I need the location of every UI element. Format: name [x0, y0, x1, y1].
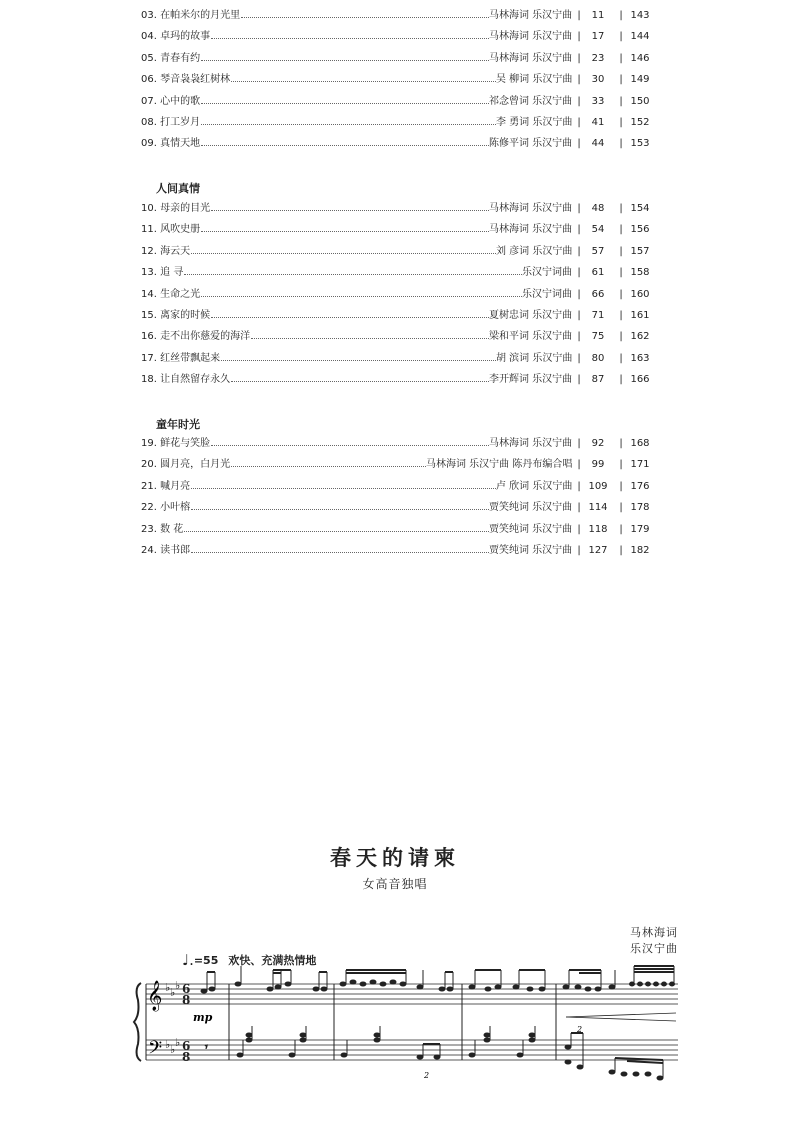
toc-separator: | — [577, 245, 581, 257]
toc-separator: | — [577, 502, 581, 514]
toc-entry-page: 30 — [591, 74, 605, 86]
song-title: 春天的请柬 — [330, 845, 460, 870]
toc-entry-ref-page: 168 — [630, 438, 650, 449]
toc-entry-ref-page: 166 — [630, 374, 650, 386]
toc-dot-leader — [211, 316, 489, 318]
toc-entry-ref-page: 146 — [630, 52, 650, 64]
toc-entry-credit: 乐汉宁词曲 — [522, 264, 572, 282]
bass-staff — [146, 1040, 678, 1060]
composer-credit: 乐汉宁曲 — [630, 942, 678, 955]
toc-separator: | — [619, 203, 623, 214]
toc-dot-leader — [231, 465, 426, 467]
crescendo-hairpin-icon — [566, 1013, 676, 1021]
toc-dot-leader — [221, 359, 496, 361]
toc-entry-title: 14. 生命之光 — [141, 286, 201, 304]
toc-dot-leader — [201, 295, 522, 297]
toc-entry-page: 44 — [591, 138, 605, 150]
key-signature-flats-icon — [165, 979, 180, 1056]
toc-separator: | — [577, 117, 581, 128]
toc-entry-ref-page: 157 — [630, 245, 650, 257]
toc-entry-title: 11. 风吹史册 — [141, 221, 201, 239]
toc-entry-credit: 胡 滨词 乐汉宁曲 — [496, 350, 572, 368]
bass-clef-icon: 𝄢 — [148, 1038, 163, 1063]
toc-entry-page: 66 — [591, 288, 605, 300]
section-heading-human: 人间真情 — [156, 182, 200, 195]
toc-dot-leader — [201, 230, 489, 232]
toc-separator: | — [577, 138, 581, 150]
svg-text:♭: ♭ — [175, 979, 181, 992]
toc-entry-ref-page: 160 — [630, 288, 650, 300]
toc-dot-leader — [184, 273, 522, 275]
svg-text:8: 8 — [182, 993, 191, 1007]
toc-entry-credit: 夏树忠词 乐汉宁曲 — [489, 307, 572, 325]
svg-text:♭: ♭ — [170, 986, 176, 999]
toc-entry-page: 33 — [591, 95, 605, 107]
toc-separator: | — [619, 523, 623, 535]
toc-entry-page: 71 — [591, 310, 605, 321]
toc-entry-credit: 吴 柳词 乐汉宁曲 — [496, 71, 572, 89]
expression-text: 欢快、充满热情地 — [228, 954, 317, 967]
toc-separator: | — [577, 74, 581, 86]
toc-entry-page: 57 — [591, 245, 605, 257]
toc-entry-ref-page: 163 — [630, 352, 650, 364]
toc-dot-leader — [211, 37, 489, 39]
toc-separator: | — [619, 438, 623, 449]
rest-icon: 𝄾 — [205, 1042, 208, 1053]
toc-separator: | — [619, 310, 623, 321]
treble-clef-icon: 𝄞 — [147, 981, 163, 1011]
toc-entry-credit: 贾笑纯词 乐汉宁曲 — [489, 499, 572, 517]
toc-separator: | — [577, 480, 581, 492]
toc-entry-title: 18. 让自然留存永久 — [141, 371, 231, 389]
toc-separator: | — [619, 74, 623, 86]
toc-entry-page: 61 — [591, 267, 605, 279]
toc-entry-page: 99 — [591, 459, 605, 471]
toc-separator: | — [619, 480, 623, 492]
toc-entry-page: 41 — [591, 117, 605, 128]
toc-separator: | — [619, 245, 623, 257]
toc-entry-credit: 贾笑纯词 乐汉宁曲 — [489, 542, 572, 560]
toc-entry-page: 75 — [591, 331, 605, 343]
toc-entry-page: 11 — [591, 10, 605, 21]
toc-separator: | — [577, 52, 581, 64]
toc-separator: | — [619, 288, 623, 300]
toc-entry-credit: 乐汉宁词曲 — [522, 286, 572, 304]
toc-separator: | — [577, 459, 581, 471]
song-subtitle: 女高音独唱 — [362, 877, 428, 891]
toc-entry-page: 109 — [588, 480, 608, 492]
toc-separator: | — [619, 374, 623, 386]
toc-entry-title: 08. 打工岁月 — [141, 114, 201, 132]
toc-entry-title: 19. 鲜花与笑脸 — [141, 435, 211, 453]
bass-notes — [205, 1026, 663, 1080]
toc-entry-ref-page: 154 — [630, 203, 650, 214]
toc-entry-page: 54 — [591, 224, 605, 236]
toc-separator: | — [577, 288, 581, 300]
toc-entry-credit: 马林海词 乐汉宁曲 — [489, 50, 572, 68]
toc-dot-leader — [191, 487, 496, 489]
toc-entry-ref-page: 182 — [630, 545, 650, 556]
toc-dot-leader — [191, 508, 489, 510]
toc-entry-title: 04. 卓玛的故事 — [141, 28, 211, 46]
toc-entry-page: 23 — [591, 52, 605, 64]
toc-entry-ref-page: 152 — [630, 117, 650, 128]
toc-separator: | — [619, 138, 623, 150]
toc-separator: | — [577, 331, 581, 343]
toc-entry-title: 05. 青春有约 — [141, 50, 201, 68]
toc-entry-page: 127 — [588, 545, 608, 556]
toc-entry-page: 114 — [588, 502, 608, 514]
toc-entry-credit: 马林海词 乐汉宁曲 陈丹布编合唱 — [426, 456, 572, 474]
toc-separator: | — [577, 31, 581, 43]
toc-entry-title: 03. 在帕米尔的月光里 — [141, 7, 241, 25]
toc-separator: | — [577, 438, 581, 449]
toc-entry-page: 48 — [591, 203, 605, 214]
toc-dot-leader — [201, 102, 489, 104]
toc-entry-page: 87 — [591, 374, 605, 386]
toc-entry-title: 23. 数 花 — [141, 521, 184, 539]
dynamic-mp: mp — [193, 1011, 213, 1024]
toc-entry-credit: 陈修平词 乐汉宁曲 — [489, 135, 572, 153]
svg-text:♭: ♭ — [165, 1038, 171, 1051]
time-signature-icon — [182, 982, 190, 1064]
toc-separator: | — [577, 10, 581, 21]
svg-text:♭: ♭ — [175, 1036, 181, 1049]
toc-dot-leader — [201, 123, 496, 125]
toc-dot-leader — [231, 80, 496, 82]
toc-dot-leader — [191, 551, 489, 553]
svg-text:8: 8 — [182, 1050, 191, 1064]
toc-entry-credit: 马林海词 乐汉宁曲 — [489, 7, 572, 25]
toc-separator: | — [619, 267, 623, 279]
toc-separator: | — [577, 545, 581, 556]
toc-entry-credit: 李开辉词 乐汉宁曲 — [489, 371, 572, 389]
toc-separator: | — [619, 331, 623, 343]
toc-separator: | — [619, 545, 623, 556]
toc-entry-page: 17 — [591, 31, 605, 43]
toc-separator: | — [577, 523, 581, 535]
toc-separator: | — [619, 352, 623, 364]
toc-separator: | — [577, 352, 581, 364]
lyricist-credit: 马林海词 — [630, 926, 678, 939]
section-heading-childhood: 童年时光 — [156, 418, 200, 431]
toc-entry-credit: 卢 欣词 乐汉宁曲 — [496, 478, 572, 496]
toc-entry-title: 21. 喊月亮 — [141, 478, 191, 496]
toc-entry-ref-page: 156 — [630, 224, 650, 236]
toc-separator: | — [619, 117, 623, 128]
toc-entry-credit: 李 勇词 乐汉宁曲 — [496, 114, 572, 132]
toc-entry-title: 17. 红丝带飘起来 — [141, 350, 221, 368]
toc-entry-title: 07. 心中的歌 — [141, 93, 201, 111]
toc-entry-ref-page: 143 — [630, 10, 650, 21]
toc-entry-credit: 祁念曾词 乐汉宁曲 — [489, 93, 572, 111]
toc-entry-ref-page: 158 — [630, 267, 650, 279]
toc-dot-leader — [184, 530, 489, 532]
toc-separator: | — [577, 95, 581, 107]
toc-entry-title: 22. 小叶榕 — [141, 499, 191, 517]
toc-entry-ref-page: 178 — [630, 502, 650, 514]
toc-separator: | — [577, 203, 581, 214]
toc-dot-leader — [201, 59, 489, 61]
toc-dot-leader — [241, 16, 489, 18]
toc-separator: | — [577, 374, 581, 386]
toc-separator: | — [619, 52, 623, 64]
toc-entry-ref-page: 176 — [630, 480, 650, 492]
toc-entry-ref-page: 161 — [630, 310, 650, 321]
toc-dot-leader — [231, 380, 489, 382]
toc-separator: | — [619, 459, 623, 471]
toc-dot-leader — [251, 337, 489, 339]
toc-separator: | — [619, 95, 623, 107]
toc-entry-title: 12. 海云天 — [141, 243, 191, 261]
toc-entry-credit: 梁和平词 乐汉宁曲 — [489, 328, 572, 346]
brace-icon — [134, 983, 141, 1061]
svg-text:♭: ♭ — [165, 981, 171, 994]
dotted-quarter-note-icon: ♩. — [182, 951, 194, 969]
toc-entry-ref-page: 149 — [630, 74, 650, 86]
toc-entry-ref-page: 150 — [630, 95, 650, 107]
toc-entry-title: 20. 圆月亮，白月光 — [141, 456, 231, 474]
toc-entry-title: 15. 离家的时候 — [141, 307, 211, 325]
toc-separator: | — [577, 267, 581, 279]
toc-entry-title: 09. 真情天地 — [141, 135, 201, 153]
toc-dot-leader — [191, 252, 496, 254]
svg-text:6: 6 — [182, 982, 191, 996]
toc-separator: | — [619, 31, 623, 43]
toc-entry-page: 80 — [591, 352, 605, 364]
toc-separator: | — [577, 310, 581, 321]
toc-separator: | — [619, 502, 623, 514]
toc-entry-ref-page: 144 — [630, 31, 650, 43]
toc-entry-ref-page: 153 — [630, 138, 650, 150]
toc-separator: | — [577, 224, 581, 236]
toc-entry-credit: 马林海词 乐汉宁曲 — [489, 200, 572, 218]
svg-text:6: 6 — [182, 1039, 191, 1053]
toc-separator: | — [619, 224, 623, 236]
tempo-value: =55 — [193, 954, 219, 967]
toc-entry-credit: 马林海词 乐汉宁曲 — [489, 221, 572, 239]
triplet-number-treble: 2 — [577, 1025, 583, 1034]
toc-entry-page: 92 — [591, 438, 605, 449]
toc-entry-title: 13. 追 寻 — [141, 264, 184, 282]
toc-separator: | — [619, 10, 623, 21]
toc-entry-ref-page: 162 — [630, 331, 650, 343]
triplet-number-bass: 2 — [424, 1071, 430, 1080]
toc-dot-leader — [211, 209, 489, 211]
toc-entry-credit: 马林海词 乐汉宁曲 — [489, 435, 572, 453]
toc-entry-page: 118 — [588, 523, 608, 535]
toc-entry-ref-page: 179 — [630, 523, 650, 535]
toc-entry-title: 24. 读书郎 — [141, 542, 191, 560]
toc-dot-leader — [211, 444, 489, 446]
toc-entry-title: 16. 走不出你慈爱的海洋 — [141, 328, 251, 346]
toc-entry-ref-page: 171 — [630, 459, 650, 471]
toc-entry-title: 10. 母亲的目光 — [141, 200, 211, 218]
toc-entry-credit: 刘 彦词 乐汉宁曲 — [496, 243, 572, 261]
toc-entry-title: 06. 琴音袅袅红树林 — [141, 71, 231, 89]
toc-dot-leader — [201, 144, 489, 146]
toc-entry-credit: 马林海词 乐汉宁曲 — [489, 28, 572, 46]
svg-text:♭: ♭ — [170, 1043, 176, 1056]
toc-entry-credit: 贾笑纯词 乐汉宁曲 — [489, 521, 572, 539]
